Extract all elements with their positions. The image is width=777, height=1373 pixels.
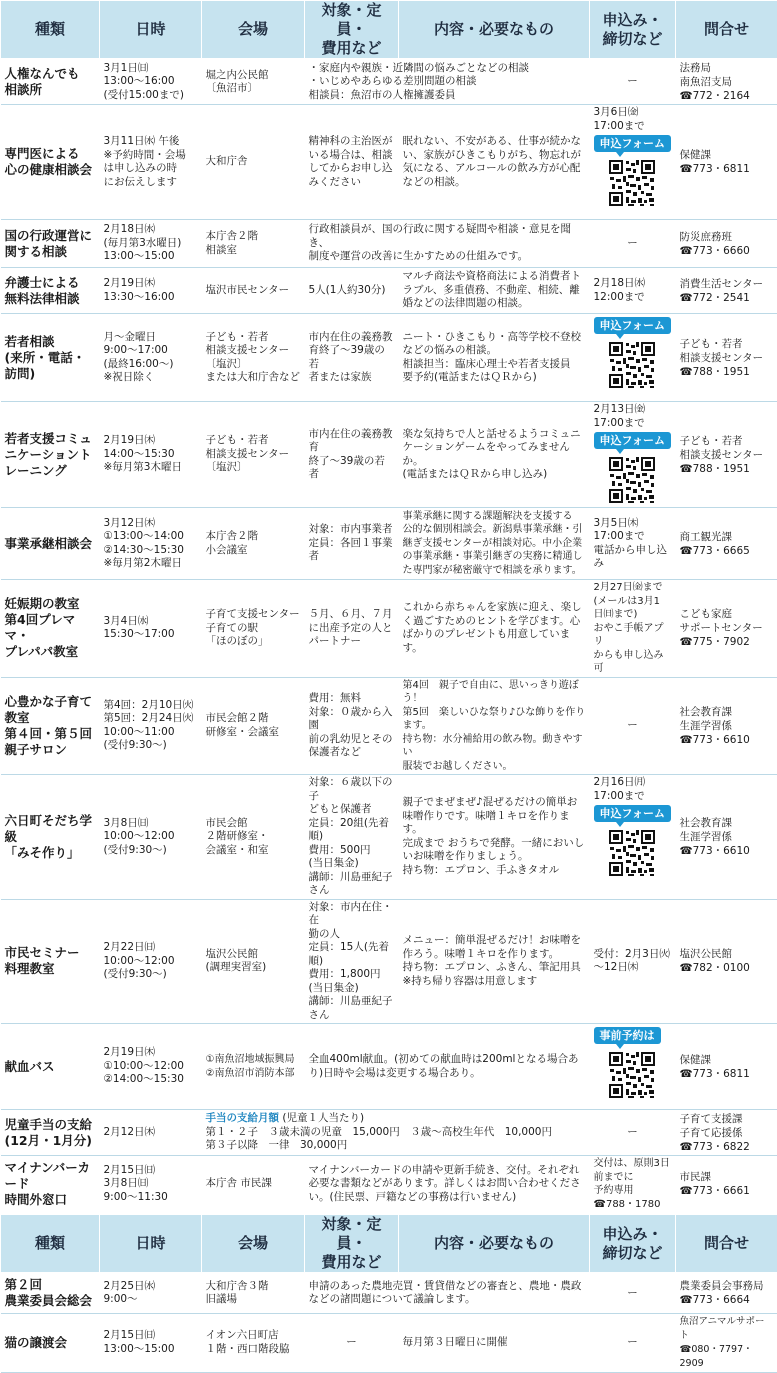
header-apply: 申込み・ 締切など: [590, 1, 676, 60]
row-date: 2月15日㈰ 3月8日㈰ 9:00～11:30: [100, 1156, 202, 1214]
apply-form-badge[interactable]: 申込フォーム: [594, 432, 671, 449]
row-kind: 若者相談 (来所・電話・訪問): [1, 314, 100, 402]
table-row: [1, 899, 777, 1024]
row-venue: 堀之内公民館 〔魚沼市〕: [202, 59, 305, 105]
table-row: [1, 402, 777, 508]
apply-form-badge[interactable]: 申込フォーム: [594, 317, 671, 334]
apply-form-badge[interactable]: 申込フォーム: [594, 135, 671, 152]
row-target: 対象：市内事業者 定員：各回１事業者: [305, 508, 399, 580]
row-venue: 塩沢市民センター: [202, 268, 305, 314]
header-apply: 申込み・ 締切など: [590, 1214, 676, 1274]
apply-deadline: 2月13日㈮ 17:00まで: [594, 403, 672, 430]
row-apply: 交付は、原則3日 前までに 予約専用 ☎788・1780: [590, 1156, 676, 1214]
header-venue: 会場: [202, 1, 305, 60]
row-apply: 受付：2月3日㈫ ～12日㈭: [590, 899, 676, 1024]
row-apply: [590, 314, 676, 402]
row-contact: 子ども・若者 相談支援センター ☎788・1951: [676, 402, 777, 508]
apply-deadline: 3月6日㈮ 17:00まで: [594, 106, 672, 133]
row-venue: 子ども・若者 相談支援センター 〔塩沢〕: [202, 402, 305, 508]
row-content: 毎月第３日曜日に開催: [399, 1313, 590, 1372]
row-target-content: ・家庭内や親族・近隣間の悩みごとなどの相談 ・いじめやあらゆる差別問題の相談 相談員：魚沼市の人権擁護委員: [305, 59, 590, 105]
row-date: 3月4日㈬ 15:30～17:00: [100, 580, 202, 678]
table-row: [1, 59, 777, 105]
header-contact: 問合せ: [676, 1214, 777, 1274]
row-date: 3月12日㈭ ①13:00～14:00 ②14:30～15:30 ※毎月第2木曜日: [100, 508, 202, 580]
table-row: [1, 1110, 777, 1156]
qr-code-icon[interactable]: [608, 341, 656, 389]
table-row: [1, 105, 777, 220]
row-kind: 国の行政運営に 関する相談: [1, 220, 100, 268]
row-apply: 3月5日㈭ 17:00まで 電話から申し込み: [590, 508, 676, 580]
row-content: 事業承継に関する課題解決を支援する 公的な個別相談会。新潟県事業承継・引 継ぎ支援センターが相談対応。中小企業 の事業承継・事業引継ぎの実務に精通し た専門家が秘密厳守で相談を承ります。: [399, 508, 590, 580]
header-date: 日時: [100, 1, 202, 60]
header-row: [1, 1, 777, 60]
qr-code-icon[interactable]: [608, 159, 656, 207]
row-contact: 農業委員会事務局 ☎773・6664: [676, 1273, 777, 1313]
row-contact: 子育て支援課 子育て応援係 ☎773・6822: [676, 1110, 777, 1156]
apply-form-badge[interactable]: 申込フォーム: [594, 805, 671, 822]
row-target: 市内在住の義務教 育終了～39歳の若 者または家族: [305, 314, 399, 402]
row-apply: [590, 105, 676, 220]
row-venue: 塩沢公民館 (調理実習室): [202, 899, 305, 1024]
row-kind: 若者支援コミュ ニケーショント レーニング: [1, 402, 100, 508]
table-row: [1, 580, 777, 678]
row-date: 2月15日㈰ 13:00～15:00: [100, 1313, 202, 1372]
row-target: ５月、６月、７月 に出産予定の人と パートナー: [305, 580, 399, 678]
row-kind: 市民セミナー 料理教室: [1, 899, 100, 1024]
table-row: [1, 775, 777, 900]
row-contact: 塩沢公民館 ☎782・0100: [676, 899, 777, 1024]
table-row: [1, 220, 777, 268]
row-apply: ー: [590, 59, 676, 105]
row-contact: 社会教育課 生涯学習係 ☎773・6610: [676, 677, 777, 775]
row-contact: 防災庶務班 ☎773・6660: [676, 220, 777, 268]
row-content: これから赤ちゃんを家族に迎え、楽し く過ごすためのヒントを学びます。心 ばかりのプレゼントも用意しています。: [399, 580, 590, 678]
header-content: 内容・必要なもの: [399, 1, 590, 60]
row-apply: ー: [590, 1313, 676, 1372]
header-contact: 問合せ: [676, 1, 777, 60]
row-contact: 保健課 ☎773・6811: [676, 105, 777, 220]
row-content: 眠れない、不安がある、仕事が続かな い、家族がひきこもりがち、物忘れが 気になる、アルコールの飲み方が心配 などの相談。: [399, 105, 590, 220]
qr-code-icon[interactable]: [608, 456, 656, 504]
row-date: 2月25日㈬ 9:00～: [100, 1273, 202, 1313]
row-kind: 専門医による 心の健康相談会: [1, 105, 100, 220]
row-venue: 市民会館２階 研修室・会議室: [202, 677, 305, 775]
header-kind: 種類: [1, 1, 100, 60]
row-target: ー: [305, 1313, 399, 1372]
row-date: 2月19日㈭ 14:00～15:30 ※毎月第3木曜日: [100, 402, 202, 508]
qr-code-icon[interactable]: [608, 829, 656, 877]
allowance-title: 手当の支給月額: [206, 1112, 280, 1124]
row-date: 3月11日㈬ 午後 ※予約時間・会場 は申し込みの時 にお伝えします: [100, 105, 202, 220]
row-venue: イオン六日町店 １階・西口階段脇: [202, 1313, 305, 1372]
header-kind: 種類: [1, 1214, 100, 1274]
row-target: 市内在住の義務教育 終了～39歳の若者: [305, 402, 399, 508]
row-kind: 人権なんでも 相談所: [1, 59, 100, 105]
allowance-amounts: 第１・２子 ３歳未満の児童 15,000円 ３歳～高校生年代 10,000円 第３子以降 一律 30,000円: [206, 1126, 586, 1153]
header-content: 内容・必要なもの: [399, 1214, 590, 1274]
table-row: [1, 1156, 777, 1214]
row-contact: 社会教育課 生涯学習係 ☎773・6610: [676, 775, 777, 900]
row-apply: 2月18日㈬ 12:00まで: [590, 268, 676, 314]
row-target-content: マイナンバーカードの申請や更新手続き、交付。それぞれ 必要な書類などがあります。詳しくはお問い合わせくださ い。(住民票、戸籍などの事務は行いません): [305, 1156, 590, 1214]
row-date: 2月19日㈭ 13:30～16:00: [100, 268, 202, 314]
reserve-badge[interactable]: 事前予約は: [594, 1027, 661, 1044]
header-target: 対象・定員・ 費用など: [305, 1, 399, 60]
row-target-content: 行政相談員が、国の行政に関する疑問や相談・意見を聞き、 制度や運営の改善に生かすための仕組みです。: [305, 220, 590, 268]
row-kind: 事業承継相談会: [1, 508, 100, 580]
row-target: 対象：６歳以下の子 どもと保護者 定員：20組(先着順) 費用：500円 (当日集金) 講師：川島亜紀子さん: [305, 775, 399, 900]
row-kind: 心豊かな子育て 教室 第４回・第５回 親子サロン: [1, 677, 100, 775]
row-target-content: 申請のあった農地売買・賃貸借などの審査と、農地・農政 などの諸問題について議論します。: [305, 1273, 590, 1313]
row-venue: 市民会館 ２階研修室・ 会議室・和室: [202, 775, 305, 900]
row-contact: 保健課 ☎773・6811: [676, 1024, 777, 1110]
row-content: 楽な気持ちで人と話せるようコミュニ ケーションゲームをやってみませんか。 (電話またはＱＲから申し込み): [399, 402, 590, 508]
row-contact: 消費生活センター ☎772・2541: [676, 268, 777, 314]
row-date: 月～金曜日 9:00～17:00 (最終16:00～) ※祝日除く: [100, 314, 202, 402]
table-row: [1, 268, 777, 314]
row-apply: [590, 1024, 676, 1110]
row-venue: 本庁舎２階 小会議室: [202, 508, 305, 580]
row-target: 5人(1人約30分): [305, 268, 399, 314]
row-contact: 商工観光課 ☎773・6665: [676, 508, 777, 580]
row-content: マルチ商法や資格商法による消費者ト ラブル、多重債務、不動産、相続、離 婚などの法律問題の相談。: [399, 268, 590, 314]
row-content: 親子でまぜまぜ♪混ぜるだけの簡単お 味噌作りです。味噌１キロを作ります。 完成まで おうちで発酵。一緒においし いお味噌を作りましょう。 持ち物：エプロン、手ふきタオル: [399, 775, 590, 900]
row-kind: 六日町そだち学級 「みそ作り」: [1, 775, 100, 900]
row-date: 2月22日㈰ 10:00～12:00 (受付9:30～): [100, 899, 202, 1024]
row-kind: マイナンバーカード 時間外窓口: [1, 1156, 100, 1214]
row-venue: 子育て支援センター 子育ての駅 「ほのぼの」: [202, 580, 305, 678]
row-apply: [590, 775, 676, 900]
table-row: [1, 314, 777, 402]
header-row-2: [1, 1214, 777, 1274]
row-apply: 2月27日㈮まで (メールは3月1 日㈰まで) おやこ手帳アプリ からも申し込み可: [590, 580, 676, 678]
row-content: ニート・ひきこもり・高等学校不登校 などの悩みの相談。 相談担当：臨床心理士や若者支援員 要予約(電話またはＱＲから): [399, 314, 590, 402]
table-row: [1, 1024, 777, 1110]
row-venue: 本庁舎２階 相談室: [202, 220, 305, 268]
row-venue: 本庁舎 市民課: [202, 1156, 305, 1214]
row-contact: 魚沼アニマルサポート ☎080・7797・2909: [676, 1313, 777, 1372]
row-kind: 弁護士による 無料法律相談: [1, 268, 100, 314]
row-date: 2月18日㈬ (毎月第3水曜日) 13:00～15:00: [100, 220, 202, 268]
table-row: [1, 1273, 777, 1313]
row-target: 対象：市内在住・在 勤の人 定員：15人(先着順) 費用：1,800円 (当日集金) 講師：川島亜紀子さん: [305, 899, 399, 1024]
row-content: メニュー：簡単混ぜるだけ！お味噌を 作ろう。味噌１キロを作ります。 持ち物：エプロン、ふきん、筆記用具 ※持ち帰り容器は用意します: [399, 899, 590, 1024]
row-target-content: 全血400ml献血。(初めての献血時は200mlとなる場合あ り)日時や会場は変更する場合あり。: [305, 1024, 590, 1110]
row-apply: ー: [590, 1273, 676, 1313]
row-date: 2月19日㈭ ①10:00～12:00 ②14:00～15:30: [100, 1024, 202, 1110]
row-apply: ー: [590, 220, 676, 268]
row-apply: ー: [590, 677, 676, 775]
table-row: [1, 1313, 777, 1372]
row-date: 3月1日㈰ 13:00～16:00 (受付15:00まで): [100, 59, 202, 105]
row-contact: こども家庭 サポートセンター ☎775・7902: [676, 580, 777, 678]
header-date: 日時: [100, 1214, 202, 1274]
row-date: 3月8日㈰ 10:00～12:00 (受付9:30～): [100, 775, 202, 900]
row-kind: 妊娠期の教室 第4回プレママ・ プレパパ教室: [1, 580, 100, 678]
row-content: 第4回 親子で自由に、思いっきり遊ぼう！ 第5回 楽しいひな祭り♪ひな飾りを作り ます。 持ち物：水分補給用の飲み物。動きやすい 服装でお越しください。: [399, 677, 590, 775]
allowance-subtitle: (児童１人当たり): [282, 1112, 364, 1124]
row-apply: [590, 402, 676, 508]
row-kind: 猫の譲渡会: [1, 1313, 100, 1372]
row-kind: 献血バス: [1, 1024, 100, 1110]
row-venue: 大和庁舎３階 旧議場: [202, 1273, 305, 1313]
apply-deadline: 2月16日㈪ 17:00まで: [594, 776, 672, 803]
header-target: 対象・定員・ 費用など: [305, 1214, 399, 1274]
row-contact: 市民課 ☎773・6661: [676, 1156, 777, 1214]
header-venue: 会場: [202, 1214, 305, 1274]
row-venue: 子ども・若者 相談支援センター 〔塩沢〕 または大和庁舎など: [202, 314, 305, 402]
row-venue: 大和庁舎: [202, 105, 305, 220]
row-contact: 子ども・若者 相談支援センター ☎788・1951: [676, 314, 777, 402]
qr-code-icon[interactable]: [608, 1051, 656, 1099]
row-kind: 第２回 農業委員会総会: [1, 1273, 100, 1313]
row-date: 第4回：2月10日㈫ 第5回：2月24日㈫ 10:00～11:00 (受付9:30～): [100, 677, 202, 775]
row-target: 費用：無料 対象：０歳から入園 前の乳幼児とその 保護者など: [305, 677, 399, 775]
row-apply: ー: [590, 1110, 676, 1156]
row-target: 精神科の主治医が いる場合は、相談 してからお申し込 みください: [305, 105, 399, 220]
table-row: [1, 508, 777, 580]
row-contact: 法務局 南魚沼支局 ☎772・2164: [676, 59, 777, 105]
table-row: [1, 677, 777, 775]
row-date: 2月12日㈭: [100, 1110, 202, 1156]
row-venue: ①南魚沼地域振興局 ②南魚沼市消防本部: [202, 1024, 305, 1110]
row-kind: 児童手当の支給 (12月・1月分): [1, 1110, 100, 1156]
row-venue-content: [202, 1110, 590, 1156]
